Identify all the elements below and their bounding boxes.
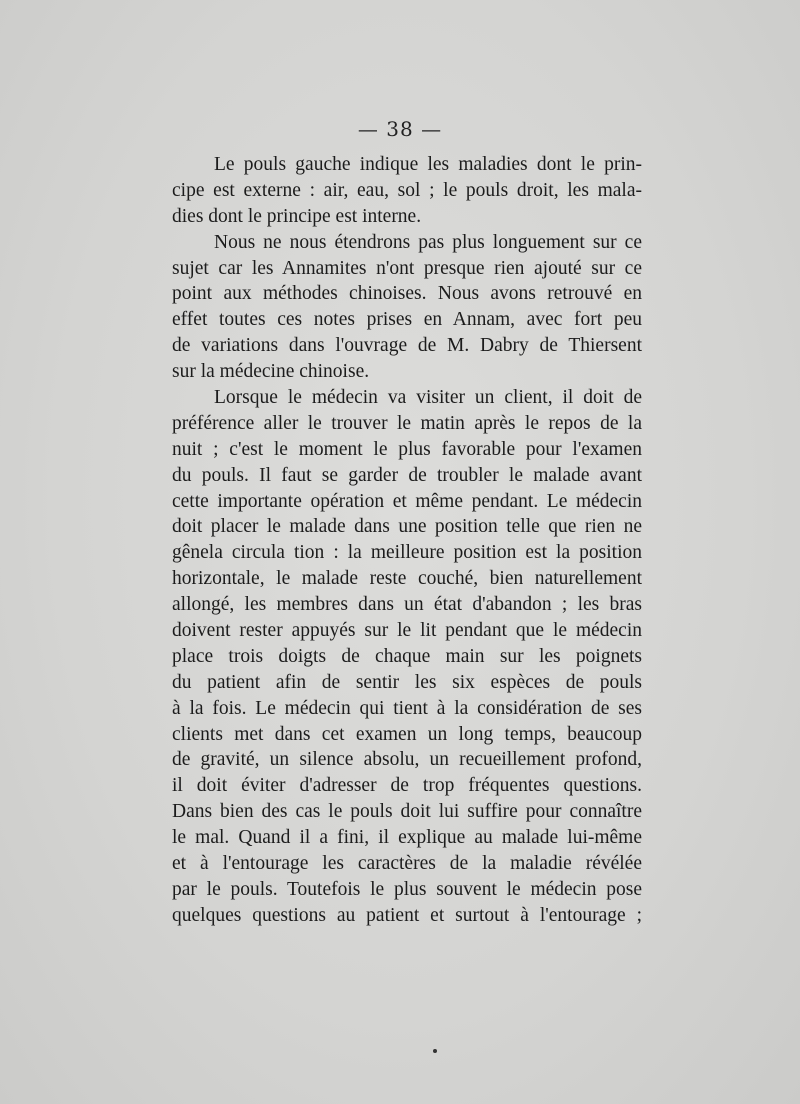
text-line: horizontale, le malade reste couché, bien naturellement <box>172 568 642 590</box>
text-line: du pouls. Il faut se garder de troubler le malade avant <box>172 464 642 486</box>
text-line: cipe est externe : air, eau, sol ; le pouls droit, les mala- <box>172 179 642 201</box>
text-line: clients met dans cet examen un long temps, beaucoup <box>172 723 642 745</box>
text-line: place trois doigts de chaque main sur les poignets <box>172 645 642 667</box>
text-line: de variations dans l'ouvrage de M. Dabry de Thiersent <box>172 335 642 357</box>
text-line: Le pouls gauche indique les maladies dont le prin- <box>214 154 642 175</box>
page-number: — 38 — <box>357 117 443 141</box>
text-line: allongé, les membres dans un état d'abandon ; les bras <box>172 594 642 616</box>
text-line: sur la médecine chinoise. <box>172 361 370 383</box>
text-line: quelques questions au patient et surtout à l'entourage ; <box>172 904 642 926</box>
text-line: de gravité, un silence absolu, un recueillement profond, <box>172 749 642 771</box>
text-line: doivent rester appuyés sur le lit pendant que le médecin <box>172 620 642 642</box>
text-line: cette importante opération et même pendant. Le médecin <box>172 490 642 512</box>
body-text <box>172 152 642 929</box>
text-line: par le pouls. Toutefois le plus souvent le médecin pose <box>172 878 642 900</box>
ink-speck <box>433 1049 437 1053</box>
text-line: point aux méthodes chinoises. Nous avons retrouvé en <box>172 283 642 305</box>
text-line: effet toutes ces notes prises en Annam, avec fort peu <box>172 309 642 331</box>
text-line: du patient afin de sentir les six espèces de pouls <box>172 671 642 693</box>
text-line: Nous ne nous étendrons pas plus longuement sur ce <box>214 231 642 253</box>
text-line: sujet car les Annamites n'ont presque rien ajouté sur ce <box>172 257 642 279</box>
text-line: gênela circula tion : la meilleure position est la position <box>172 542 642 564</box>
text-line: préférence aller le trouver le matin après le repos de la <box>172 412 642 434</box>
text-line: doit placer le malade dans une position telle que rien ne <box>172 516 642 538</box>
text-line: nuit ; c'est le moment le plus favorable pour l'examen <box>172 438 642 460</box>
text-line: il doit éviter d'adresser de trop fréquentes questions. <box>172 775 642 797</box>
text-line: le mal. Quand il a fini, il explique au malade lui-même <box>172 827 642 849</box>
text-line: à la fois. Le médecin qui tient à la considération de ses <box>172 697 642 719</box>
text-line: Lorsque le médecin va visiter un client, il doit de <box>214 387 642 409</box>
text-line: dies dont le principe est interne. <box>172 205 422 227</box>
text-line: Dans bien des cas le pouls doit lui suffire pour connaître <box>172 801 642 823</box>
text-line: et à l'entourage les caractères de la maladie révélée <box>172 853 642 875</box>
